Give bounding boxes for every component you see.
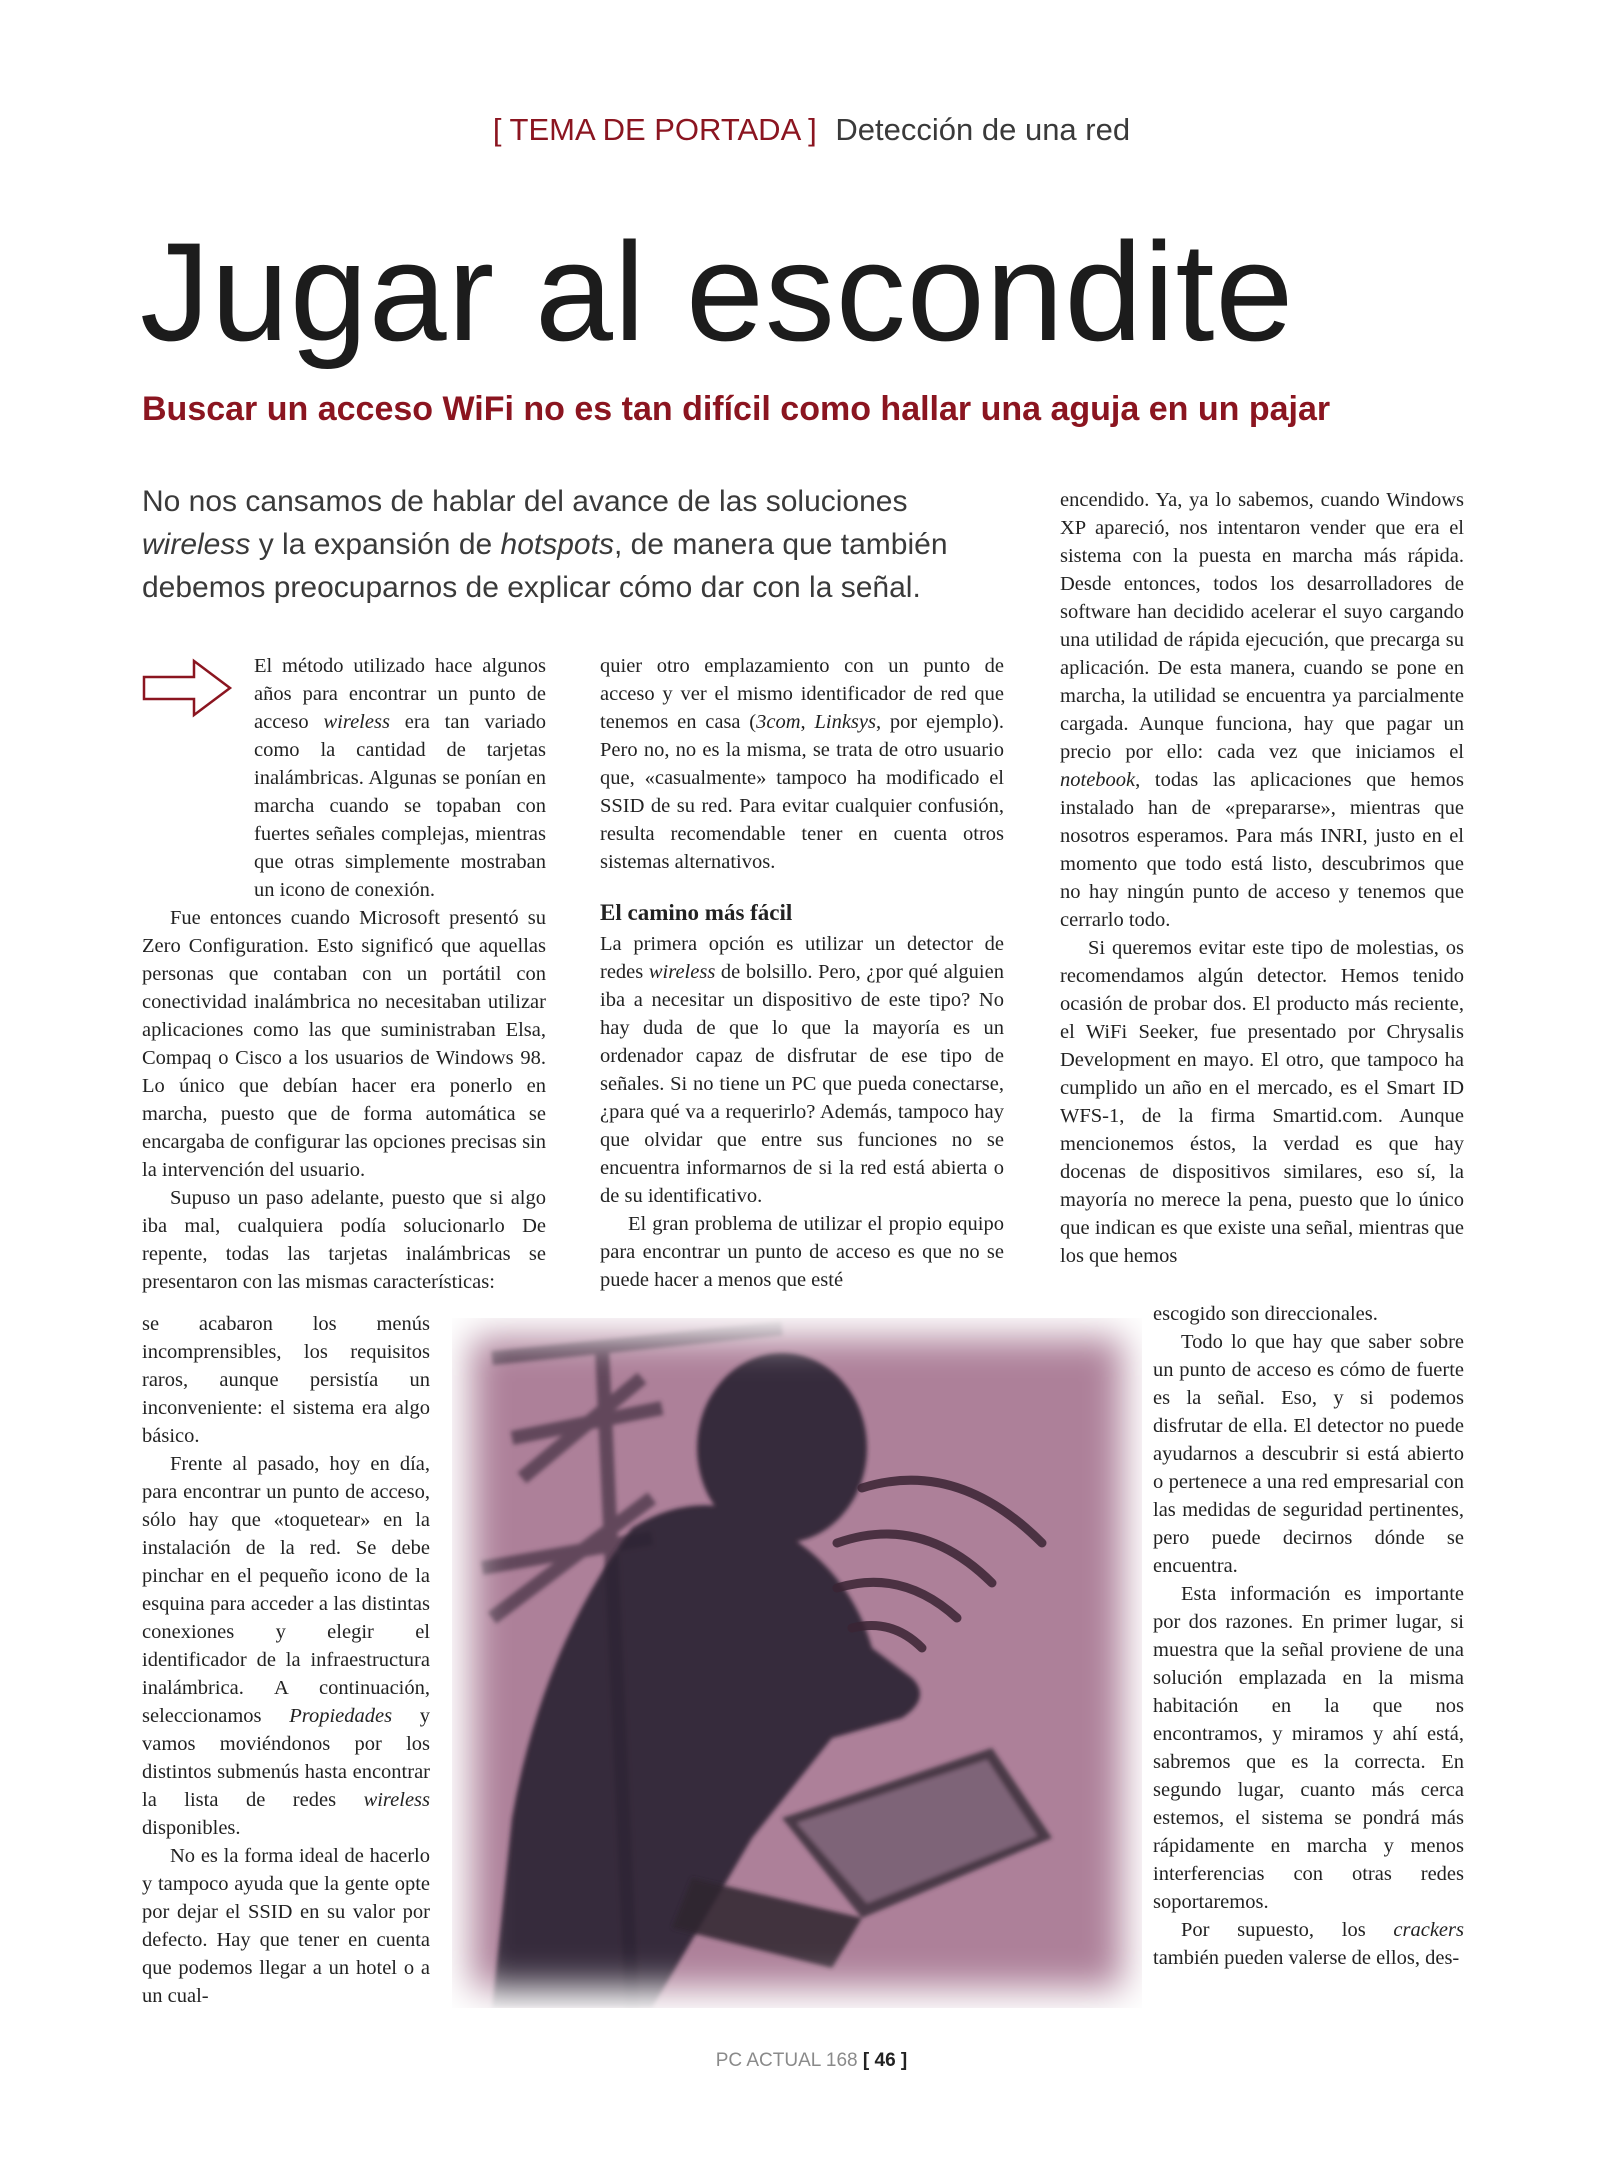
body-column-2 — [600, 652, 1004, 1294]
body-paragraph: No es la forma ideal de hacerlo y tampoco ayuda que la gente opte por dejar el SSID en su valor por defecto. Hay que tener en cuenta que podemos llegar a un hotel o a un cual- — [142, 1845, 430, 2007]
text-run: El método utilizado hace algunos años para encontrar un punto de acceso — [254, 655, 546, 733]
text-run: , por ejemplo). Pero no, no es la misma, se trata de otro usuario que, «casualmente» tampoco ha modificado el SSID de su red. Para evitar cualquier confusión, resulta recomendable tener en cuenta otros sistemas alternativos. — [600, 711, 1004, 873]
italic-term: wireless — [648, 961, 716, 983]
italic-term: Linksys — [814, 711, 876, 733]
text-run: , todas las aplicaciones que hemos instalado han de «prepararse», mientras que nosotros esperamos. Para más INRI, justo en el momento que todo está listo, descubrimos que no hay ningún punto de acceso y tenemos que cerrarlo todo. — [1060, 769, 1464, 931]
body-paragraph: Fue entonces cuando Microsoft presentó su Zero Configuration. Esto significó que aquellas personas que contaban con un portátil con conectividad inalámbrica no necesitaban utilizar aplicaciones como las que suministraban Elsa, Compaq o Cisco a los usuarios de Windows 98. Lo único que debían hacer era ponerlo en marcha, puesto que de forma automática se encargaba de configurar las opciones precisas sin la intervención del usuario. — [142, 907, 546, 1181]
body-paragraph: Todo lo que hay que saber sobre un punto de acceso es cómo de fuerte es la señal. Eso, y si podemos disfrutar de ella. El detector no puede ayudarnos a descubrir si está abierto o pertenece a una red empresarial con las medidas de seguridad pertinentes, pero puede decirnos dónde se encuentra. — [1153, 1331, 1464, 1577]
italic-term: wireless — [323, 711, 390, 733]
body-paragraph: escogido son direccionales. — [1153, 1303, 1378, 1325]
lead-text: y la expansión de — [250, 528, 501, 561]
body-paragraph — [254, 652, 546, 904]
body-paragraph — [600, 652, 1004, 876]
text-run: y vamos moviéndonos por los distintos submenús hasta encontrar la lista de redes — [142, 1705, 430, 1811]
body-paragraph: Esta información es importante por dos razones. En primer lugar, si muestra que la señal proviene de una solución emplazada en la misma habitación en la que nos encontramos, y miramos y ahí está, sabremos que es la correcta. En segundo lugar, cuanto más cerca estemos, el sistema se pondrá más rápidamente en marcha y menos interferencias con otras redes soportaremos. — [1153, 1583, 1464, 1913]
page-footer — [0, 2050, 1623, 2072]
magazine-name: PC ACTUAL 168 — [715, 2050, 858, 2071]
text-run: de bolsillo. Pero, ¿por qué alguien iba a necesitar un dispositivo de este tipo? No hay duda de que lo que la mayoría es un ordenador capaz de disfrutar de ese tipo de señales. Si no tiene un PC que pueda conectarse, ¿para qué va a requerirlo? Además, tampoco hay que olvidar que entre sus funciones no se encuentra informarnos de si la red está abierta o de su identificativo. — [600, 961, 1004, 1207]
text-run: Por supuesto, los — [1181, 1919, 1394, 1941]
body-paragraph: El gran problema de utilizar el propio equipo para encontrar un punto de acceso es que no se puede hacer a menos que esté — [600, 1213, 1004, 1291]
lead-line: debemos preocuparnos de explicar cómo dar con la señal. — [142, 571, 921, 604]
article-photo — [452, 1318, 1142, 2008]
section-label: [ TEMA DE PORTADA ] — [492, 112, 817, 147]
body-paragraph: se acabaron los menús incomprensibles, los requisitos raros, aunque persistía un inconveniente: el sistema era algo básico. — [142, 1313, 430, 1447]
lead-italic-hotspots: hotspots — [500, 528, 614, 561]
lead-line: No nos cansamos de hablar del avance de las soluciones — [142, 485, 908, 518]
body-paragraph — [600, 930, 1004, 1210]
italic-term: notebook — [1060, 769, 1136, 791]
body-column-3 — [1060, 486, 1464, 1270]
body-paragraph — [1060, 486, 1464, 934]
italic-term: crackers — [1393, 1919, 1464, 1941]
lead-line — [142, 523, 1002, 566]
body-column-3-narrow — [1153, 1300, 1464, 1972]
section-topic: Detección de una red — [835, 112, 1131, 147]
section-kicker — [0, 112, 1623, 148]
body-column-1-narrow — [142, 1310, 430, 2010]
article-lead — [142, 480, 1002, 609]
body-paragraph: Supuso un paso adelante, puesto que si algo iba mal, cualquiera podía solucionarlo De repente, todas las tarjetas inalámbricas se presentaron con las mismas características: — [142, 1187, 546, 1293]
lead-italic-wireless: wireless — [142, 528, 251, 561]
text-run: Frente al pasado, hoy en día, para encontrar un punto de acceso, sólo hay que «toquetear» en la instalación de la red. Se debe pinchar en el pequeño icono de la esquina para acceder a las distintas conexiones y elegir el identificador de la infraestructura inalámbrica. A continuación, seleccionamos — [142, 1453, 430, 1727]
text-run: también pueden valerse de ellos, des- — [1153, 1947, 1460, 1969]
section-heading: El camino más fácil — [600, 900, 793, 925]
text-run: era tan variado como la cantidad de tarjetas inalámbricas. Algunas se ponían en marcha cuando se topaban con fuertes señales complejas, mientras que otras simplemente mostraban un icono de conexión. — [254, 711, 547, 901]
article-title: Jugar al escondite — [140, 213, 1295, 370]
article-subtitle: Buscar un acceso WiFi no es tan difícil como hallar una aguja en un pajar — [142, 390, 1331, 428]
text-run: encendido. Ya, ya lo sabemos, cuando Windows XP apareció, nos intentaron vender que era el sistema con la puesta en marcha más rápida. Desde entonces, todos los desarrolladores de software han decidido acelerar el suyo cargando una utilidad de rápida ejecución, que precarga su aplicación. De esta manera, cuando se pone en marcha, la utilidad se encuentra ya parcialmente cargada. Aunque funciona, hay que pagar un precio por ello: cada vez que iniciamos el — [1060, 489, 1464, 763]
page-number: [ 46 ] — [862, 2050, 908, 2071]
text-run: disponibles. — [142, 1817, 241, 1839]
text-run: La primera opción es utilizar un detector de redes — [600, 933, 1004, 983]
body-paragraph: Si queremos evitar este tipo de molestias, os recomendamos algún detector. Hemos tenido ocasión de probar dos. El producto más reciente, el WiFi Seeker, fue presentado por Chrysalis Development en mayo. El otro, que tampoco ha cumplido un año en el mercado, es el Smart ID WFS-1, de la firma Smartid.com. Aunque mencionemos éstos, la verdad es que hay docenas de dispositivos similares, eso sí, la mayoría no merece la pena, puesto que lo único que indican es que existe una señal, mientras que los que hemos — [1060, 937, 1464, 1267]
text-run: quier otro emplazamiento con un punto de acceso y ver el mismo identificador de red que tenemos en casa ( — [600, 655, 1004, 733]
body-column-1 — [142, 652, 546, 1296]
lead-text: , de manera que también — [613, 528, 948, 561]
italic-term: wireless — [363, 1789, 430, 1811]
italic-term: 3com — [756, 711, 801, 733]
italic-term: Propiedades — [289, 1705, 393, 1727]
body-paragraph — [142, 1450, 430, 1842]
body-paragraph — [1153, 1916, 1464, 1972]
text-run: , — [800, 711, 815, 733]
